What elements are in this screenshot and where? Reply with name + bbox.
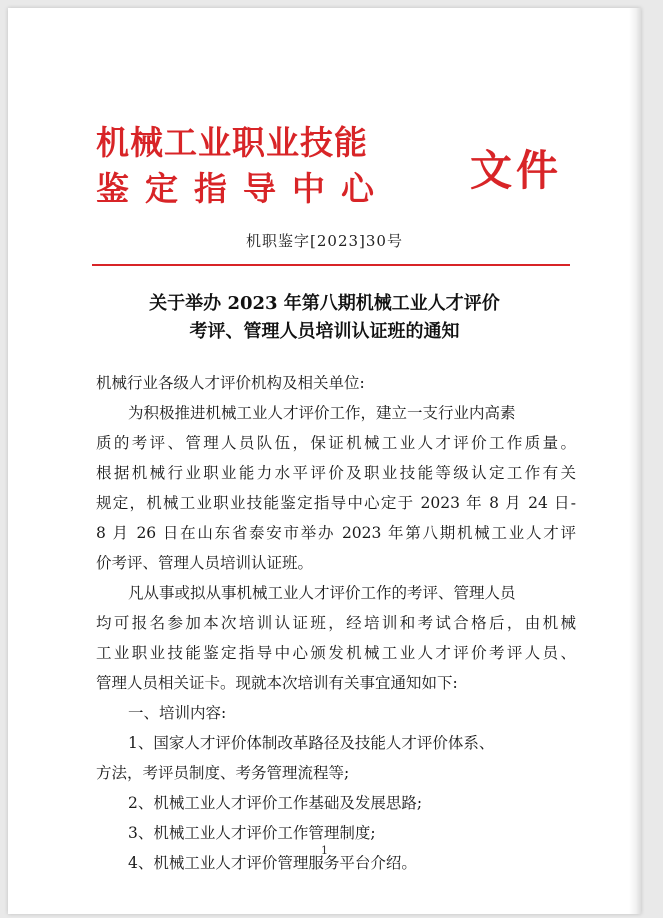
- page-number: 1: [321, 844, 328, 857]
- body-line: 为积极推进机械工业人才评价工作，建立一支行业内高素: [128, 404, 516, 422]
- list-item-continuation: 方法，考评员制度、考务管理流程等;: [96, 764, 350, 782]
- body-line: 质的考评、管理人员队伍，保证机械工业人才评价工作质量。: [96, 434, 576, 452]
- issuer-name: [96, 120, 390, 212]
- issuer-line-2: 鉴定指导中心: [96, 169, 390, 208]
- issuer-line-1: 机械工业职业技能: [96, 123, 368, 162]
- body-line: 价考评、管理人员培训认证班。: [96, 554, 314, 572]
- document-page: [8, 8, 641, 914]
- notice-title: [8, 290, 641, 346]
- scan-edge-shadow: [629, 8, 641, 914]
- red-divider: [92, 264, 570, 266]
- list-item: 1、国家人才评价体制改革路径及技能人才评价体系、: [128, 734, 495, 752]
- document-number: 机职鉴字[2023]30号: [246, 232, 403, 250]
- body-line: 8 月 26 日在山东省泰安市举办 2023 年第八期机械工业人才评: [96, 524, 576, 542]
- notice-body: [96, 368, 576, 878]
- list-item: 3、机械工业人才评价工作管理制度;: [128, 824, 376, 842]
- document-type-label: 文件: [470, 146, 563, 195]
- list-item: 2、机械工业人才评价工作基础及发展思路;: [128, 794, 423, 812]
- body-line: 工业职业技能鉴定指导中心颁发机械工业人才评价考评人员、: [96, 644, 576, 662]
- title-line-1: 关于举办 2023 年第八期机械工业人才评价: [149, 293, 500, 314]
- body-line: 根据机械行业职业能力水平评价及职业技能等级认定工作有关: [96, 464, 576, 482]
- body-line: 凡从事或拟从事机械工业人才评价工作的考评、管理人员: [128, 584, 516, 602]
- salutation: 机械行业各级人才评价机构及相关单位:: [96, 374, 365, 392]
- body-line: 管理人员相关证卡。现就本次培训有关事宜通知如下:: [96, 674, 458, 692]
- body-line: 规定，机械工业职业技能鉴定指导中心定于 2023 年 8 月 24 日-: [96, 494, 576, 512]
- title-line-2: 考评、管理人员培训认证班的通知: [189, 321, 460, 342]
- list-item: 4、机械工业人才评价管理服务平台介绍。: [128, 854, 417, 872]
- body-line: 均可报名参加本次培训认证班，经培训和考试合格后，由机械: [96, 614, 576, 632]
- section-heading: 一、培训内容:: [128, 704, 227, 722]
